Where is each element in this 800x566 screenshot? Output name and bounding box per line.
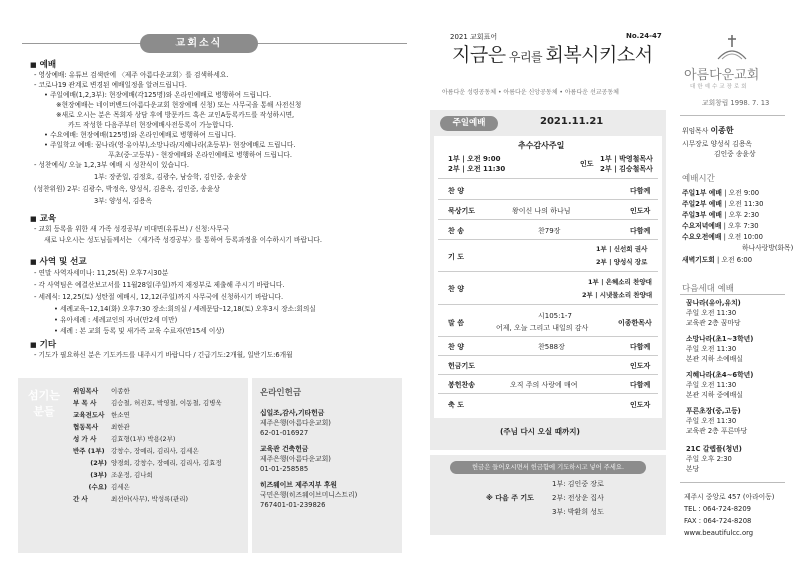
service-time: 2부 | 오전 11:30	[448, 165, 506, 173]
news-line: - 교회 등록을 위한 새 가족 성경공부/ 비대면(유튜브) / 신청:사무국	[34, 225, 230, 233]
order-who: 1부 | 은혜소리 찬양대	[588, 278, 652, 286]
order-divider	[438, 178, 658, 179]
etc-section-title: ■ 기타	[30, 338, 56, 350]
mission-section-title: ■ 사역 및 선교	[30, 255, 87, 267]
next-gen-title: 다음세대 예배	[682, 284, 734, 294]
order-who: 인도자	[630, 362, 651, 370]
order-who: 다함께	[630, 343, 651, 351]
staff-row: 부 목 사 김승철, 허진호, 박영철, 이동철, 김병욱	[73, 399, 222, 407]
next-gen-name: 꿈나라(유아,유치)	[686, 299, 741, 307]
church-fax: FAX : 064-724-8208	[684, 517, 752, 525]
service-title: 추수감사주일	[518, 141, 565, 150]
church-address: 제주시 중앙로 457 (아라이동)	[684, 493, 775, 501]
order-content: 시105:1-7	[538, 312, 572, 320]
order-content: 찬79장	[538, 227, 561, 235]
staff-row: (3부) 조운정, 김나희	[90, 471, 153, 479]
news-line: • 주일예배(1,2,3부): 현장예배(각125명)와 온라인예배로 병행하여 드립니다.	[44, 91, 272, 99]
order-item: 찬 양	[448, 187, 464, 195]
next-gen-name: 푸른초장(중,고등)	[686, 407, 741, 415]
offering-account: 767401-01-239826	[260, 501, 326, 509]
staff-row: 반주 (1부) 강창수, 장예리, 김리사, 김세은	[73, 447, 199, 455]
church-info-panel	[680, 0, 794, 566]
worship-time-row: 하나사랑방(화목)	[742, 244, 794, 252]
worship-times-title: 예배시간	[682, 174, 715, 184]
next-prayer: 1부: 김인중 장로	[552, 480, 604, 488]
elders-line: 시무장로 양성식 김용옥	[682, 140, 752, 148]
staff-row: 간 사 최선아(사무), 박성록(관리)	[73, 495, 189, 503]
church-founded: 교회창립 1998. 7. 13	[702, 99, 770, 107]
offering-name: 교육관 건축헌금	[260, 445, 309, 453]
order-divider	[438, 219, 658, 220]
order-item: 찬 양	[448, 285, 464, 293]
worship-section-title: ■ 예배	[30, 58, 56, 70]
community-subtitle: 아름다운 성령공동체 • 아름다운 신앙공동체 • 아름다운 선교공동체	[442, 89, 619, 96]
staff-row: (수요) 김세은	[88, 483, 130, 491]
order-item: 말 씀	[448, 319, 464, 327]
order-content: 찬588장	[538, 343, 565, 351]
order-content: 왕이신 나의 하나님	[512, 207, 571, 215]
order-who: 이종한목사	[618, 319, 652, 327]
bulletin-number: No.24-47	[626, 32, 662, 40]
pastor-line: 위임목사 이종한	[682, 126, 734, 135]
next-gen-time: 주일 오전 11:30	[686, 309, 737, 317]
offering-account: 01-01-258585	[260, 465, 309, 473]
order-who: 인도자	[630, 207, 651, 215]
worship-order-box	[430, 110, 666, 450]
news-line: - 각 사역팀은 예결산보고서를 11월28일(주일)까지 재정부로 제출해 주시기 바랍니다.	[34, 281, 285, 289]
order-item: 찬 송	[448, 227, 464, 235]
order-who: 다함께	[630, 187, 651, 195]
next-prayer: 2부: 전상운 집사	[552, 494, 604, 502]
news-line: 카드 작성한 다음주부터 현장예배사전등록이 가능합니다.	[68, 121, 234, 129]
worship-time-row: 새벽기도회 | 오전 6:00	[682, 256, 753, 264]
order-of-service	[434, 136, 662, 418]
info-divider	[680, 294, 785, 295]
news-line: (성찬위원) 2부: 김광수, 박정옥, 양성식, 김용옥, 김인중, 송윤상	[34, 185, 220, 193]
order-item: 찬 양	[448, 343, 464, 351]
leader-label: 인도	[580, 160, 594, 168]
offering-name: 십일조,감사,기타헌금	[260, 409, 325, 417]
offering-bank: 제주은행(아름다운교회)	[260, 455, 331, 463]
order-who: 2부 | 시냇물소리 찬양대	[582, 291, 653, 299]
worship-time-row: 수요오전예배 | 오전 10:00	[682, 233, 763, 241]
order-divider	[438, 199, 658, 200]
next-gen-time: 주일 오전 11:30	[686, 381, 737, 389]
next-prayer: 3부: 박환희 성도	[552, 508, 604, 516]
next-week-box	[430, 455, 666, 535]
service-time: 1부 | 오전 9:00	[448, 155, 501, 163]
year-motto-label: 2021 교회표어	[450, 33, 498, 41]
order-who: 인도자	[630, 401, 651, 409]
next-gen-time: 주일 오후 2:30	[686, 455, 732, 463]
staff-title: 섬기는 분들	[28, 389, 60, 418]
staff-row: (2부) 양경희, 강창수, 장예리, 김리사, 김효정	[90, 459, 222, 467]
next-gen-place: 교육관 2층 푸른마당	[686, 427, 748, 435]
offering-name: 히즈웨이브 제주지부 후원	[260, 481, 337, 489]
worship-time-row: 주일1부 예배 | 오전 9:00	[682, 189, 760, 197]
news-line: 3부: 양성식, 김용옥	[94, 197, 153, 205]
elders-line: 김인중 송윤상	[714, 150, 756, 158]
order-divider	[438, 304, 658, 305]
news-line: • 주일학교 예배: 꿈나라(영·유아부),소망나라/지혜나라(초등부)- 현장예배로 드립니다.	[44, 141, 296, 149]
church-tel: TEL : 064-724-8209	[684, 505, 751, 513]
service-leader: 2부 | 김승철목사	[600, 165, 653, 173]
worship-time-row: 주일2부 예배 | 오전 11:30	[682, 200, 764, 208]
next-gen-place: 본관 지하 중예배실	[686, 391, 743, 399]
news-line: 푸초(중·고등부) - 현장예배와 온라인예배로 병행하여 드립니다.	[108, 151, 293, 159]
online-offering-box	[252, 378, 402, 553]
next-gen-name: 지혜나라(초4~6학년)	[686, 371, 754, 379]
order-divider	[438, 239, 658, 240]
order-item: 묵상기도	[448, 207, 476, 215]
order-divider	[438, 336, 658, 337]
next-gen-time: 주일 오전 11:30	[686, 345, 737, 353]
news-line: - 연말 사역자세미나: 11,25(목) 오후7시30분	[34, 269, 169, 277]
info-divider	[680, 115, 785, 116]
order-who: 다함께	[630, 381, 651, 389]
news-line: 새로 나오시는 성도님들께서는 〈새가족 성경공부〉를 통하여 등록과정을 이수하시기 바랍니다.	[44, 236, 322, 244]
order-item: 기 도	[448, 253, 464, 261]
staff-row: 위임목사 이종한	[73, 387, 130, 395]
offering-notice: 헌금은 들어오시면서 헌금함에 기도하시고 넣어 주세요.	[450, 461, 646, 474]
worship-time-row: 수요저녁예배 | 오후 7:30	[682, 222, 759, 230]
staff-box	[18, 378, 248, 553]
news-line: ※새로 오시는 분은 목회자 상담 후에 방문카드 혹은 교인A등록카드를 작성하시면,	[56, 111, 295, 119]
news-line: • 세례교육–12,14(화) 오후7:30 장소:회의실 / 세례문답–12,18(토) 오후3시 장소:회의실	[54, 305, 316, 313]
news-line: 1부: 장준일, 김정호, 김광수, 남승학, 김인중, 송윤상	[94, 173, 247, 181]
news-line: - 기도가 필요하신 분은 기도카드를 내주시기 바랍니다 / 긴급기도:2개월, 일반기도:6개월	[34, 351, 293, 359]
order-who: 2부 | 양성식 장로	[596, 258, 648, 266]
order-item: 헌금기도	[448, 362, 476, 370]
offering-bank: 제주은행(아름다운교회)	[260, 419, 331, 427]
order-who: 1부 | 신선희 권사	[596, 245, 648, 253]
service-label: 주일예배	[440, 116, 498, 131]
news-line: • 세례 : 본 교회 등록 및 새가족 교육 수료자(만15세 이상)	[54, 327, 225, 335]
news-line: ※현장예배는 네이버밴드(아름다운교회 현장예배 신청) 또는 사무국을 통해 사전신청	[56, 101, 302, 109]
service-leader: 1부 | 박영철목사	[600, 155, 653, 163]
order-content: 오직 주의 사랑에 매여	[510, 381, 578, 389]
news-header: 교회소식	[140, 34, 258, 53]
order-divider	[438, 271, 658, 272]
next-prayer-label: ※ 다음 주 기도	[486, 494, 534, 502]
online-offering-title: 온라인헌금	[260, 388, 302, 398]
order-divider	[438, 355, 658, 356]
church-logo-icon	[716, 33, 748, 61]
closing-line: (주님 다시 오실 때까지)	[500, 427, 580, 436]
news-line: - 코로나19 관계로 변경된 예배일정을 알려드립니다.	[34, 81, 187, 89]
bulletin-panel	[428, 0, 670, 566]
service-date: 2021.11.21	[540, 116, 604, 127]
info-divider	[680, 482, 785, 483]
news-line: - 성찬예식/ 오늘 1,2,3부 예배 시 성찬식이 있습니다.	[34, 161, 189, 169]
offering-bank: 국민은행(히즈웨이브미니스트리)	[260, 491, 358, 499]
order-who: 다함께	[630, 227, 651, 235]
staff-row: 교육전도사 한소연	[73, 411, 130, 419]
staff-row: 성 가 사 김효형(1부) 박용(2부)	[73, 435, 176, 443]
news-line: - 세례식: 12,25(토) 성탄절 예배시, 12,12(주일)까지 사무국에 신청하시기 바랍니다.	[34, 293, 284, 301]
worship-time-row: 주일3부 예배 | 오후 2:30	[682, 211, 760, 219]
sermon-title: 어제, 오늘 그리고 내일의 감사	[496, 324, 589, 332]
year-slogan: 지금은 우리를 회복시키소서	[452, 44, 653, 66]
order-item: 축 도	[448, 401, 464, 409]
church-denomination: 대한예수교장로회	[690, 84, 749, 90]
edu-section-title: ■ 교육	[30, 212, 56, 224]
order-item: 봉헌찬송	[448, 381, 476, 389]
next-gen-place: 본당	[686, 465, 700, 473]
church-website[interactable]: www.beautifulcc.org	[684, 529, 754, 537]
church-name: 아름다운교회	[684, 68, 760, 83]
news-line: • 유아세례 : 세례교인의 자녀(만2세 미만)	[54, 316, 178, 324]
news-line: - 영상예배: 유튜브 검색란에 〈제주 아름다운교회〉를 검색하세요.	[34, 71, 229, 79]
next-gen-place: 교육관 2층 꿈마당	[686, 319, 741, 327]
staff-row: 협동목사 최한관	[73, 423, 130, 431]
next-gen-place: 본관 지하 소예배실	[686, 355, 743, 363]
order-divider	[438, 393, 658, 394]
news-line: • 수요예배: 현장예배(125명)와 온라인예배로 병행하여 드립니다.	[44, 131, 236, 139]
next-gen-name: 21C 갈렙플(청년)	[686, 445, 742, 453]
next-gen-time: 주일 오전 11:30	[686, 417, 737, 425]
offering-account: 62-01-016927	[260, 429, 309, 437]
next-gen-name: 소망나라(초1~3학년)	[686, 335, 754, 343]
order-divider	[438, 374, 658, 375]
